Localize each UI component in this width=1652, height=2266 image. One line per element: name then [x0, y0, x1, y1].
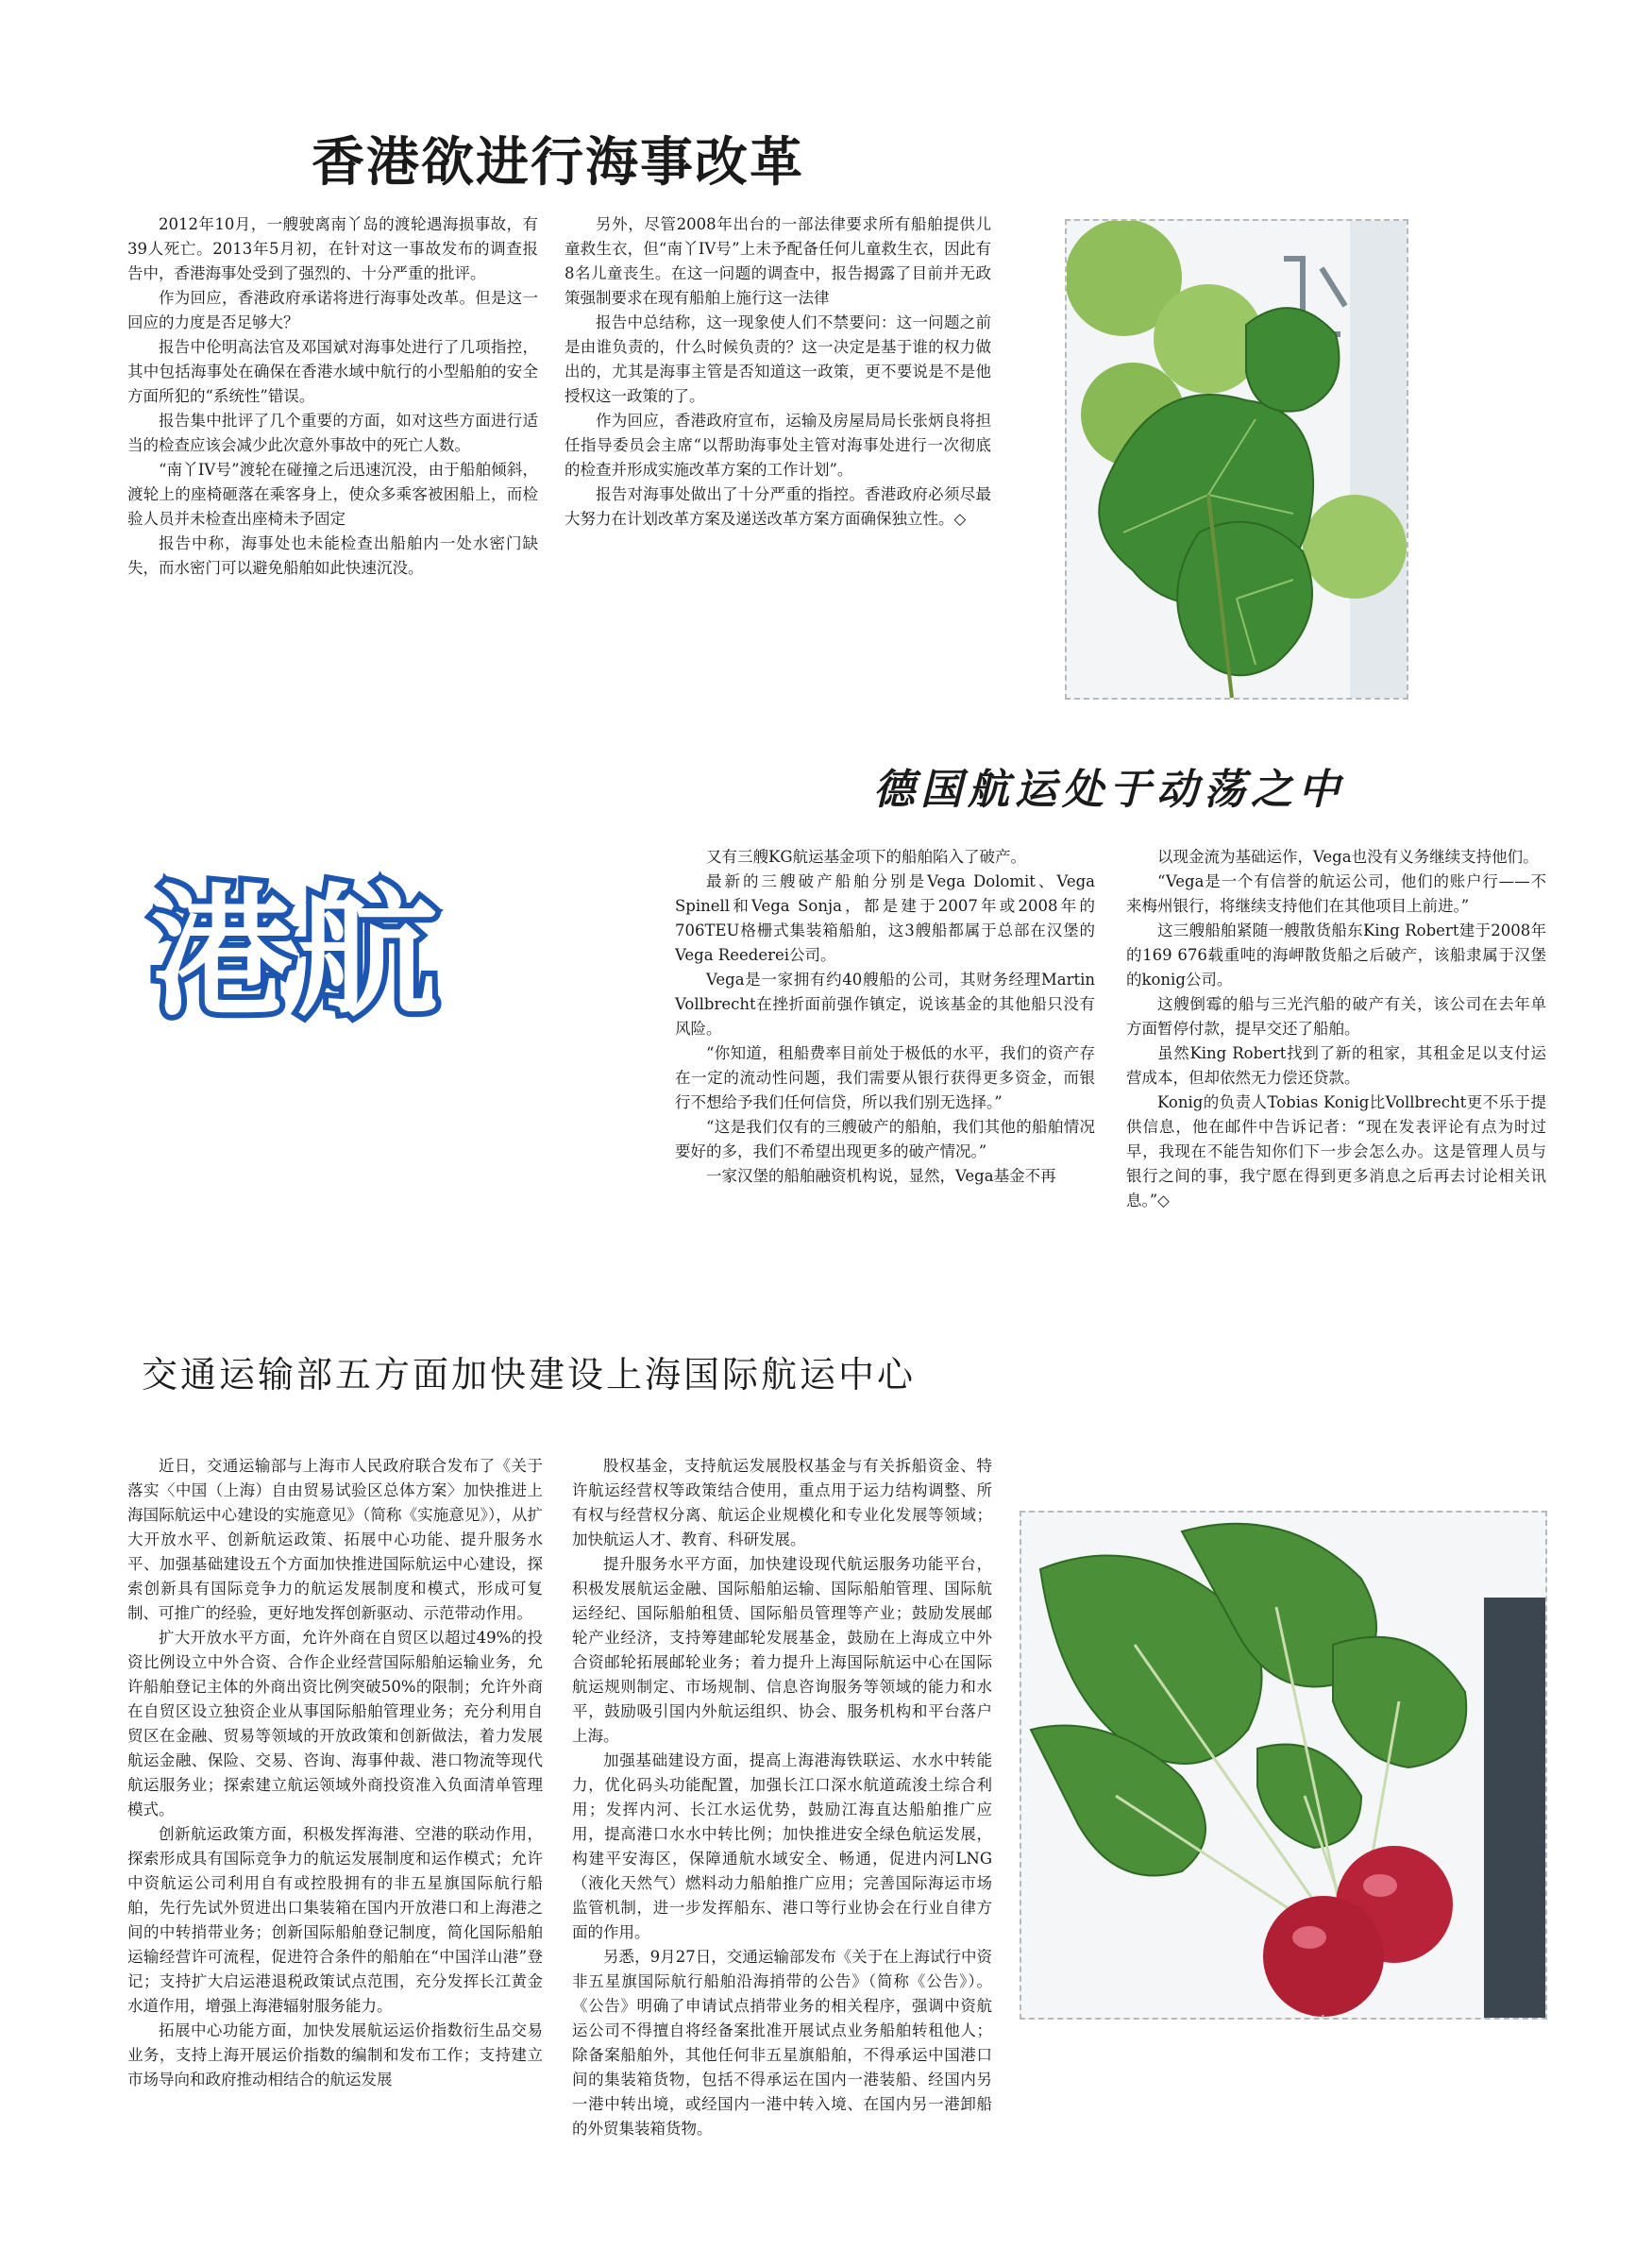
- article2-paragraph: 最新的三艘破产船舶分别是Vega Dolomit、Vega Spinell和Vega Sonja，都是建于2007年或2008年的706TEU格栅式集装箱船舶，这3艘船都属于总部在汉堡的Vega Reederei公司。: [675, 872, 1095, 964]
- article2-paragraph: Vega是一家拥有约40艘船的公司，其财务经理Martin Vollbrecht在挫折面前强作镇定，说该基金的其他船只没有风险。: [675, 971, 1095, 1038]
- article3-title: 交通运输部五方面加快建设上海国际航运中心: [142, 1354, 917, 1395]
- article1-paragraph: 报告对海事处做出了十分严重的指控。香港政府必须尽最大努力在计划改革方案及递送改革方案方面确保独立性。◇: [565, 485, 991, 528]
- article1-paragraph: 报告中称，海事处也未能检查出船舶内一处水密门缺失，而水密门可以避免船舶如此快速沉没。: [127, 534, 538, 577]
- article3-paragraph: 股权基金，支持航运发展股权基金与有关拆船资金、特许航运经营权等政策结合使用，重点用于运力结构调整、所有权与经营权分离、航运企业规模化和专业化发展等领域；加快航运人才、教育、科研发展。: [572, 1457, 992, 1548]
- gooseberry-photo: [1065, 219, 1408, 700]
- article3-paragraph: 拓展中心功能方面，加快发展航运运价指数衍生品交易业务，支持上海开展运价指数的编制和发布工作；支持建立市场导向和政府推动相结合的航运发展: [127, 2021, 543, 2088]
- article3-column-1: [127, 1454, 543, 2092]
- article2-paragraph: “这是我们仅有的三艘破产的船舶，我们其他的船舶情况要好的多，我们不希望出现更多的破产情况。”: [675, 1118, 1095, 1160]
- article1-paragraph: 另外，尽管2008年出台的一部法律要求所有船舶提供儿童救生衣，但“南丫IV号”上未予配备任何儿童救生衣，因此有8名儿童丧生。在这一问题的调查中，报告揭露了目前并无政策强制要求在现有船舶上施行这一法律: [565, 215, 991, 307]
- article2-paragraph: “Vega是一个有信誉的航运公司，他们的账户行——不来梅州银行，将继续支持他们在其他项目上前进。”: [1126, 872, 1546, 915]
- article2-paragraph: Konig的负责人Tobias Konig比Vollbrecht更不乐于提供信息，他在邮件中告诉记者：“现在发表评论有点为时过早，我现在不能告知你们下一步会怎么办。这是管理人员与银行之间的事，我宁愿在得到更多消息之后再去讨论相关讯息。”◇: [1126, 1093, 1546, 1209]
- article1-paragraph: 报告中总结称，这一现象使人们不禁要问：这一问题之前是由谁负责的，什么时候负责的？这一决定是基于谁的权力做出的，尤其是海事主管是否知道这一政策，更不要说是不是他授权这一政策的了。: [565, 313, 991, 405]
- article3-paragraph: 另悉，9月27日，交通运输部发布《关于在上海试行中资非五星旗国际航行船舶沿海捎带的公告》（简称《公告》）。《公告》明确了申请试点捎带业务的相关程序，强调中资航运公司不得擅自将经备案批准开展试点业务船舶转租他人；除备案船舶外，其他任何非五星旗船舶，不得承运中国港口间的集装箱货物，包括不得承运在国内一港装船、经国内另一港中转出境，或经国内一港中转入境、在国内另一港卸船的外贸集装箱货物。: [572, 1948, 992, 2138]
- article2-paragraph: 这艘倒霉的船与三光汽船的破产有关，该公司在去年单方面暂停付款，提早交还了船舶。: [1126, 995, 1546, 1038]
- article1-paragraph: 2012年10月，一艘驶离南丫岛的渡轮遇海损事故，有39人死亡。2013年5月初，在针对这一事故发布的调查报告中，香港海事处受到了强烈的、十分严重的批评。: [127, 215, 538, 282]
- article1-paragraph: 报告集中批评了几个重要的方面，如对这些方面进行适当的检查应该会减少此次意外事故中的死亡人数。: [127, 412, 538, 454]
- logo-text: 港航: [151, 871, 443, 1036]
- article2-paragraph: “你知道，租船费率目前处于极低的水平，我们的资产存在一定的流动性问题，我们需要从银行获得更多资金，而银行不想给予我们任何信贷，所以我们别无选择。”: [675, 1044, 1095, 1111]
- article2-title: 德国航运处于动荡之中: [873, 766, 1345, 814]
- article2-column-1: [675, 845, 1095, 1189]
- radish-photo: [1020, 1511, 1547, 2020]
- article2-paragraph: 以现金流为基础运作，Vega也没有义务继续支持他们。: [1157, 848, 1539, 866]
- article2-paragraph: 一家汉堡的船舶融资机构说，显然，Vega基金不再: [706, 1167, 1056, 1185]
- article1-column-2: [565, 212, 991, 532]
- article3-paragraph: 加强基础建设方面，提高上海港海铁联运、水水中转能力，优化码头功能配置，加强长江口深水航道疏浚土综合利用；发挥内河、长江水运优势，鼓励江海直达船舶推广应用，提高港口水水中转比例；加快推进安全绿色航运发展，构建平安海区，保障通航水域安全、畅通，促进内河LNG（液化天然气）燃料动力船舶推广应用；完善国际海运市场监管机制，进一步发挥船东、港口等行业协会在行业自律方面的作用。: [572, 1751, 992, 1941]
- article1-title: 香港欲进行海事改革: [312, 131, 804, 194]
- article3-column-2: [572, 1454, 992, 2141]
- ganghang-logo: [151, 864, 538, 1043]
- article3-paragraph: 扩大开放水平方面，允许外商在自贸区以超过49%的投资比例设立中外合资、合作企业经营国际船舶运输业务，允许船舶登记主体的外商出资比例突破50%的限制；允许外商在自贸区设立独资企业从事国际船舶管理业务；充分利用自贸区在金融、贸易等领域的开放政策和创新做法，着力发展航运金融、保险、交易、咨询、海事仲裁、港口物流等现代航运服务业；探索建立航运领域外商投资准入负面清单管理模式。: [127, 1629, 543, 1818]
- article3-paragraph: 创新航运政策方面，积极发挥海港、空港的联动作用，探索形成具有国际竞争力的航运发展制度和运作模式；允许中资航运公司利用自有或控股拥有的非五星旗国际航行船舶，先行先试外贸进出口集装箱在国内开放港口和上海港之间的中转捎带业务；创新国际船舶登记制度，简化国际船舶运输经营许可流程，促进符合条件的船舶在“中国洋山港”登记；支持扩大启运港退税政策试点范围，充分发挥长江黄金水道作用，增强上海港辐射服务能力。: [127, 1825, 543, 2015]
- article2-paragraph: 又有三艘KG航运基金项下的船舶陷入了破产。: [706, 848, 1027, 866]
- article1-paragraph: 作为回应，香港政府承诺将进行海事处改革。但是这一回应的力度是否足够大？: [127, 289, 538, 331]
- article1-paragraph: 作为回应，香港政府宣布，运输及房屋局局长张炳良将担任指导委员会主席“以帮助海事处主管对海事处进行一次彻底的检查并形成实施改革方案的工作计划”。: [565, 412, 991, 479]
- article3-paragraph: 近日，交通运输部与上海市人民政府联合发布了《关于落实〈中国（上海）自由贸易试验区总体方案〉加快推进上海国际航运中心建设的实施意见》（简称《实施意见》），从扩大开放水平、创新航运政策、拓展中心功能、提升服务水平、加强基础建设五个方面加快推进国际航运中心建设，探索创新具有国际竞争力的航运发展制度和模式，形成可复制、可推广的经验，更好地发挥创新驱动、示范带动作用。: [127, 1457, 543, 1622]
- article1-paragraph: “南丫IV号”渡轮在碰撞之后迅速沉没，由于船舶倾斜，渡轮上的座椅砸落在乘客身上，使众多乘客被困船上，而检验人员并未检查出座椅未予固定: [127, 461, 538, 528]
- article2-column-2: [1126, 845, 1546, 1213]
- article1-paragraph: 报告中伦明高法官及邓国斌对海事处进行了几项指控，其中包括海事处在确保在香港水域中航行的小型船舶的安全方面所犯的“系统性”错误。: [127, 338, 538, 405]
- article2-paragraph: 这三艘船舶紧随一艘散货船东King Robert建于2008年的169 676载重吨的海岬散货船之后破产，该船隶属于汉堡的konig公司。: [1126, 922, 1546, 989]
- article2-paragraph: 虽然King Robert找到了新的租家，其租金足以支付运营成本，但却依然无力偿还贷款。: [1126, 1044, 1546, 1087]
- article3-paragraph: 提升服务水平方面，加快建设现代航运服务功能平台，积极发展航运金融、国际船舶运输、国际船舶管理、国际航运经纪、国际船舶租赁、国际船员管理等产业；鼓励发展邮轮产业经济，支持筹建邮轮发展基金，鼓励在上海成立中外合资邮轮拓展邮轮业务；着力提升上海国际航运中心在国际航运规则制定、市场规制、信息咨询服务等领域的能力和水平，鼓励吸引国内外航运组织、协会、服务机构和平台落户上海。: [572, 1555, 992, 1745]
- article1-column-1: [127, 212, 538, 581]
